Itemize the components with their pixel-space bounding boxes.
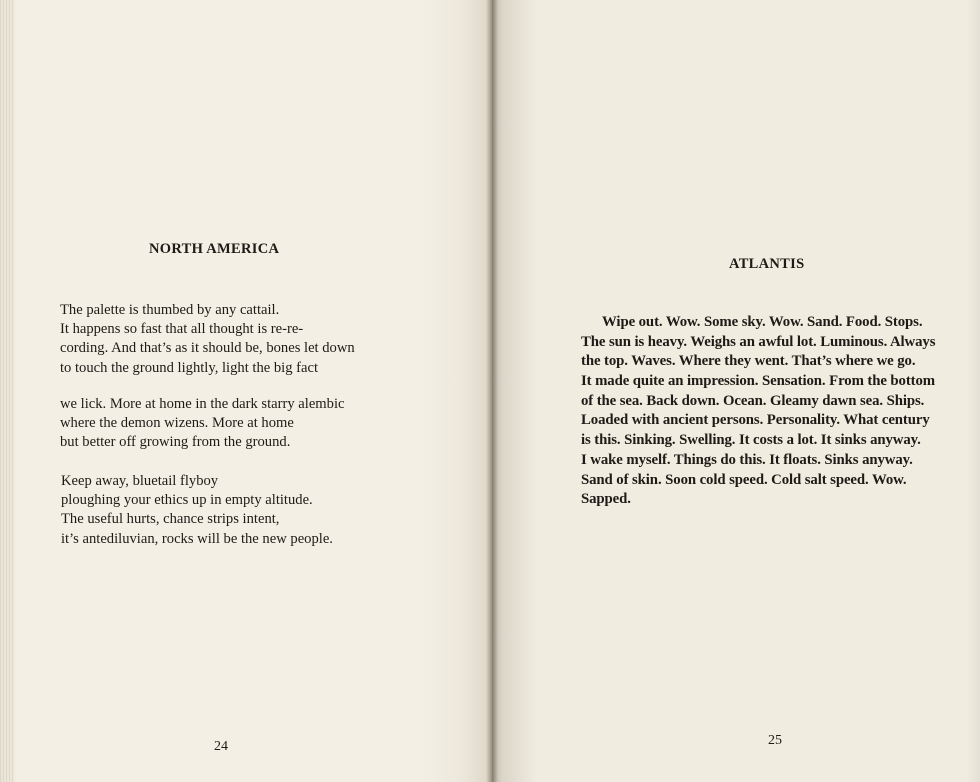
poem-title-atlantis: ATLANTIS: [729, 256, 805, 272]
poem-line: cording. And that’s as it should be, bones let down: [60, 340, 355, 357]
prose-line: is this. Sinking. Swelling. It costs a lot. It sinks anyway.: [581, 432, 921, 449]
stanza-3: [61, 472, 333, 549]
prose-line: It made quite an impression. Sensation. From the bottom: [581, 373, 936, 390]
prose-line: Loaded with ancient persons. Personality. What century: [581, 412, 930, 429]
poem-line: ploughing your ethics up in empty altitude.: [61, 492, 313, 509]
prose-line: I wake myself. Things do this. It floats. Sinks anyway.: [581, 451, 913, 468]
book-gutter: [486, 0, 498, 782]
poem-line: The palette is thumbed by any cattail.: [60, 302, 280, 318]
prose-line: of the sea. Back down. Ocean. Gleamy dawn sea. Ships.: [581, 392, 925, 409]
prose-line: Wipe out. Wow. Some sky. Wow. Sand. Food. Stops.: [602, 314, 923, 330]
page-number-left: 24: [214, 739, 228, 754]
poem-title-north-america: NORTH AMERICA: [149, 241, 280, 257]
poem-line: where the demon wizens. More at home: [60, 415, 294, 432]
poem-line: It happens so fast that all thought is re-re-: [60, 321, 304, 338]
prose-line: the top. Waves. Where they went. That’s where we go.: [581, 353, 916, 370]
prose-poem-body: [581, 313, 971, 510]
prose-line: The sun is heavy. Weighs an awful lot. Luminous. Always: [581, 333, 936, 350]
poem-line: we lick. More at home in the dark starry alembic: [60, 396, 345, 412]
poem-line: but better off growing from the ground.: [60, 434, 291, 451]
right-page: [492, 0, 980, 782]
poem-line: Keep away, bluetail flyboy: [61, 473, 219, 489]
poem-line: it’s antediluvian, rocks will be the new people.: [61, 530, 333, 547]
prose-line: Sapped.: [581, 491, 631, 508]
page-edge-stack: [0, 0, 14, 782]
poem-line: to touch the ground lightly, light the big fact: [60, 359, 319, 376]
poem-line: The useful hurts, chance strips intent,: [61, 511, 280, 528]
stanza-1: [60, 301, 355, 378]
stanza-2: [60, 395, 344, 453]
prose-line: Sand of skin. Soon cold speed. Cold salt speed. Wow.: [581, 471, 907, 488]
page-number-right: 25: [768, 733, 782, 748]
